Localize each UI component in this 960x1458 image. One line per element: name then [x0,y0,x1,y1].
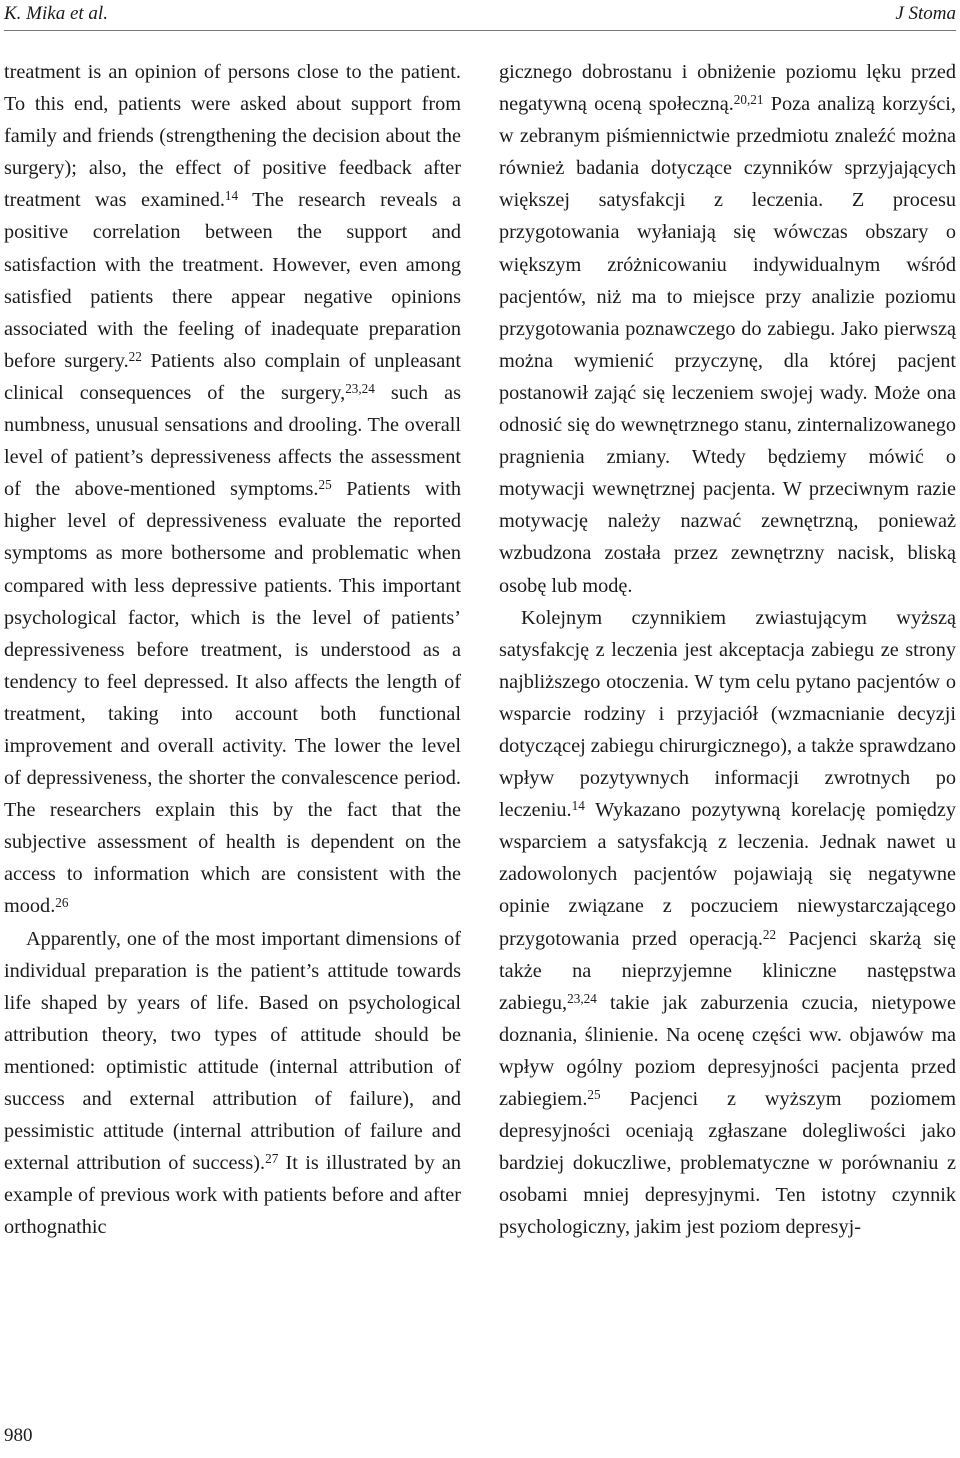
citation-superscript: 26 [55,894,69,910]
text-run: gicznego dobrostanu i obniżenie poziomu lęku przed negatywną oceną społeczną. [499,61,956,116]
citation-superscript: 25 [318,477,332,493]
citation-superscript: 14 [571,798,585,814]
citation-superscript: 22 [762,926,777,942]
text-run: treatment is an opinion of persons close to the patient. To this end, patients were asked about support from family and friends (strengthening the decision about the surgery); also, the effect of positive feedback after treatment was examined. [4,61,461,212]
right-column-paragraph [499,56,956,602]
text-run: Patients with higher level of depressiveness evaluate the reported symptoms as more bothersome and problematic when compared with less depressive patients. This important psychological factor, which is the level of patients’ depressiveness before treatment, is understood as a tendency to feel depressed. It also affects the length of treatment, taking into account both functional improvement and overall activity. The lower the level of depressiveness, the shorter the convalescence period. The researchers explain this by the fact that the subjective assessment of health is dependent on the access to information which are consistent with the mood. [4,478,462,918]
text-run: Poza analizą korzyści, w zebranym piśmiennictwie przedmiotu znaleźć można również badania dotyczące czynników sprzyjających większej satysfakcji z leczenia. Z procesu przygotowania wyłaniają się wówczas obszary o większym zróżnicowaniu indywidualnym wśród pacjentów, niż ma to miejsce przy analizie poziomu przygotowania poznawczego do zabiegu. Jako pierwszą można wymienić przyczynę, dla której pacjent postanowił zająć się leczeniem swojej wady. Może ona odnosić się do wewnętrznego stanu, zinternalizowanego pragnienia zmiany. Wtedy będziemy mówić o motywacji wewnętrznej pacjenta. W przeciwnym razie motywację należy nazwać zewnętrzną, ponieważ wzbudzona została przez zewnętrzny nacisk, bliską osobę lub modę. [499,93,956,597]
text-run: Pacjenci skarżą się także na nieprzyjemne kliniczne następstwa zabiegu, [499,927,956,1014]
text-run: Apparently, one of the most important dimensions of individual preparation is the patient’s attitude towards life shaped by years of life. Based on psychological attribution theory, two types of attitude should be mentioned: optimistic attitude (internal attribution of success and external attribution of failure), and pessimistic attitude (internal attribution of failure and external attribution of success). [4,927,461,1175]
text-run: Wykazano pozytywną korelację pomiędzy wsparciem a satysfakcją z leczenia. Jednak nawet u zadowolonych pacjentów pojawiają się negatywne opinie związane z poczuciem niewystarczającego przygotowania przed operacją. [499,799,956,950]
citation-superscript: 23,24 [567,990,597,1006]
left-column-paragraph [4,923,461,1244]
text-run: such as numbness, unusual sensations and drooling. The overall level of patient’s depressiveness affects the assessment of the above-mentioned symptoms. [4,381,461,501]
citation-superscript: 23,24 [345,381,375,396]
text-run: takie jak zaburzenia czucia, nietypowe doznania, ślinienie. Na ocenę części ww. objawów ma wpływ ogólny poziom depresyjności pacjenta przed zabiegiem. [499,991,956,1110]
left-column-paragraph [4,56,461,923]
right-column-paragraph [499,602,956,1244]
citation-superscript: 27 [265,1151,279,1167]
page-number: 980 [4,1425,33,1446]
citation-superscript: 25 [587,1087,601,1103]
left-column [4,56,461,1243]
running-header [4,0,956,28]
header-rule [4,30,956,31]
text-run: Kolejnym czynnikiem zwiastującym wyższą satysfakcję z leczenia jest akceptacja zabiegu ze strony najbliższego otoczenia. W tym celu pytano pacjentów o wsparcie rodziny i przyjaciół (wzmacnianie decyzji dotyczącej zabiegu chirurgicznego), a także sprawdzano wpływ pozytywnych informacji zwrotnych po leczeniu. [499,606,956,822]
citation-superscript: 20,21 [733,92,764,108]
right-column [499,56,956,1243]
header-journal: J Stoma [895,3,956,24]
text-run: Patients also complain of unpleasant clinical consequences of the surgery, [4,349,461,404]
text-run: The research reveals a positive correlation between the support and satisfaction with the treatment. However, even among satisfied patients there appear negative opinions associated with the feeling of inadequate preparation before surgery. [4,189,461,372]
citation-superscript: 14 [224,188,239,204]
text-run: It is illustrated by an example of previous work with patients before and after orthognathic [4,1152,462,1239]
citation-superscript: 22 [128,348,142,364]
header-authors: K. Mika et al. [4,3,108,24]
text-run: Pacjenci z wyższym poziomem depresyjności oceniają zgłaszane dolegliwości jako bardziej dokuczliwe, problematyczne w porównaniu z osobami mniej depresyjnymi. Ten istotny czynnik psychologiczny, jakim jest poziom depresyj- [499,1088,956,1239]
